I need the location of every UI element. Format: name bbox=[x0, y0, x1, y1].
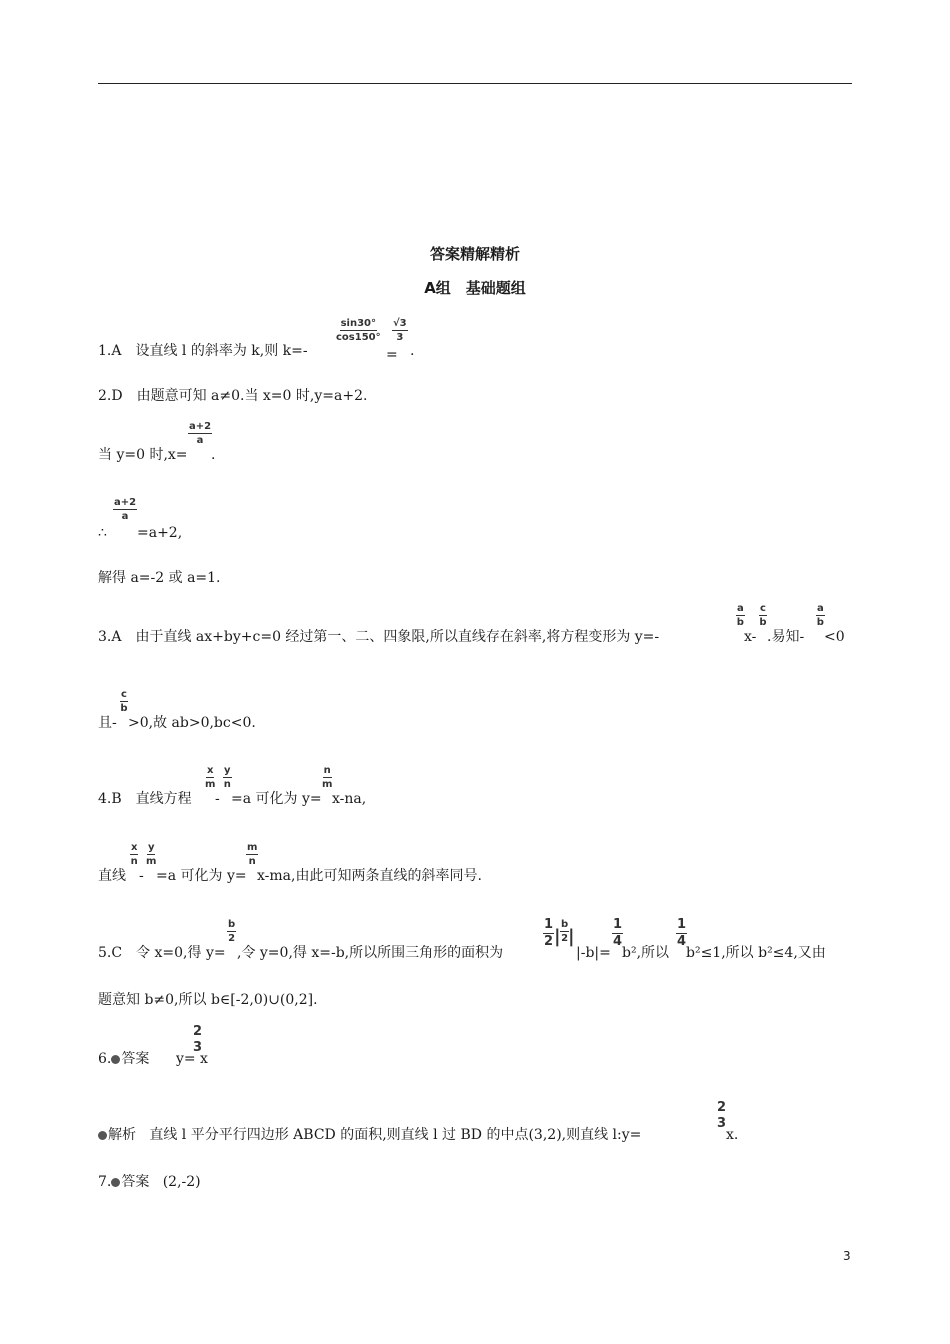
q1-fraction-sin-cos: $\frac{\sin 30^\circ}{\cos 150^\circ}$ bbox=[336, 318, 381, 343]
q5-line1-c: |-b|= bbox=[576, 945, 611, 961]
q4-fraction-n-over-m: $\frac{n}{m}$ bbox=[322, 765, 333, 790]
q5-fraction-one-quarter: $\frac{1}{4}$ bbox=[613, 917, 623, 949]
q3-line1-b: x- bbox=[744, 629, 757, 645]
q1-tail: . bbox=[410, 343, 415, 359]
q3-line1: 3.A 由于直线 ax+by+c=0 经过第一、二、四象限,所以直线存在斜率,将方程变形为 y=- bbox=[98, 629, 660, 645]
q6-answer-line: 6. 答案 bbox=[98, 1051, 150, 1067]
q2-line3: =a+2, bbox=[137, 525, 183, 541]
q4-line1-c: =a 可化为 y= bbox=[231, 791, 322, 807]
q5-line1-b: ,令 y=0,得 x=-b,所以所围三角形的面积为 bbox=[237, 945, 504, 961]
group-heading: A组 基础题组 bbox=[424, 279, 526, 297]
q1-text: 1.A 设直线 l 的斜率为 k,则 k=- bbox=[98, 343, 308, 359]
q4-line2-minus: - bbox=[139, 868, 144, 884]
page-title: 答案精解精析 bbox=[429, 245, 520, 263]
q4-line1-minus: - bbox=[215, 791, 220, 807]
q6-analysis-fraction: 2 3 bbox=[717, 1100, 727, 1131]
q4-fraction-m-over-n: $\frac{m}{n}$ bbox=[247, 842, 258, 867]
q3-line1-d: <0 bbox=[824, 629, 845, 645]
q3-fraction-a-over-b: $\frac{a}{b}$ bbox=[736, 603, 744, 628]
abs-bar-left: | bbox=[554, 926, 561, 947]
q5-fraction-abs-b-over-2: $\frac{b}{2}$ bbox=[561, 919, 569, 944]
answer-marker-icon bbox=[111, 1055, 120, 1064]
q4-fraction-y-over-m: $\frac{y}{m}$ bbox=[146, 842, 157, 867]
q7-answer-line: 7. 答案 (2,-2) bbox=[98, 1174, 201, 1190]
q6-answer-tail: x bbox=[200, 1051, 208, 1067]
q1-fraction-root3: $\frac{√3}{3}$ bbox=[393, 318, 407, 343]
q2-line2-tail: . bbox=[211, 447, 216, 463]
q2-line2: 当 y=0 时,x= bbox=[98, 447, 188, 463]
q5-fraction-b-over-2: $\frac{b}{2}$ bbox=[228, 919, 236, 944]
q4-line2-d: x-ma,由此可知两条直线的斜率同号. bbox=[257, 868, 482, 884]
header-rule bbox=[98, 83, 852, 84]
q6-analysis-line: 解析 直线 l 平分平行四边形 ABCD 的面积,则直线 l 过 BD 的中点(3,2),则直线 l:y= bbox=[98, 1126, 641, 1144]
q4-line1: 4.B 直线方程 bbox=[98, 791, 192, 807]
q3-line2-b: >0,故 ab>0,bc<0. bbox=[128, 715, 256, 731]
q5-line2: 题意知 b≠0,所以 b∈[-2,0)∪(0,2]. bbox=[98, 992, 318, 1008]
q6-answer-fraction: 2 3 bbox=[193, 1024, 203, 1055]
q4-line2: 直线 bbox=[98, 868, 126, 884]
q3-fraction-c-over-b: $\frac{c}{b}$ bbox=[759, 603, 767, 628]
q2-line4: 解得 a=-2 或 a=1. bbox=[98, 570, 221, 586]
q5-fraction-one-quarter-2: $\frac{1}{4}$ bbox=[677, 917, 687, 949]
abs-bar-right: | bbox=[568, 926, 575, 947]
q4-fraction-y-over-n: $\frac{y}{n}$ bbox=[223, 765, 231, 790]
q5-line1-d: b²,所以 bbox=[622, 945, 670, 961]
page-number: 3 bbox=[843, 1249, 851, 1263]
q3-fraction-a-over-b-2: $\frac{a}{b}$ bbox=[816, 603, 824, 628]
q5-fraction-one-half: $\frac{1}{2}$ bbox=[544, 917, 554, 949]
q4-fraction-x-over-m: $\frac{x}{m}$ bbox=[205, 765, 216, 790]
analysis-marker-icon bbox=[98, 1131, 107, 1140]
q4-line1-d: x-na, bbox=[332, 791, 367, 807]
q2-line1: 2.D 由题意可知 a≠0.当 x=0 时,y=a+2. bbox=[98, 388, 368, 404]
q2-fraction-a2-over-a: $\frac{a+2}{a}$ bbox=[189, 421, 212, 446]
q3-line2: 且- bbox=[98, 715, 117, 731]
q2-fraction-repeat: $\frac{a+2}{a}$ bbox=[114, 497, 137, 522]
q5-line1-e: b²≤1,所以 b²≤4,又由 bbox=[686, 945, 826, 961]
q3-fraction-c-over-b-2: $\frac{c}{b}$ bbox=[120, 689, 128, 714]
q1-equals: = bbox=[386, 347, 398, 363]
q5-line1: 5.C 令 x=0,得 y= bbox=[98, 945, 226, 961]
q3-line1-c: .易知- bbox=[767, 629, 805, 645]
answer-marker-icon bbox=[111, 1178, 120, 1187]
q4-fraction-x-over-n: $\frac{x}{n}$ bbox=[130, 842, 138, 867]
q4-line2-c: =a 可化为 y= bbox=[156, 868, 247, 884]
q6-answer: y= bbox=[176, 1051, 196, 1067]
q6-analysis-tail: x. bbox=[726, 1127, 739, 1143]
therefore-symbol: ∴ bbox=[98, 525, 107, 541]
